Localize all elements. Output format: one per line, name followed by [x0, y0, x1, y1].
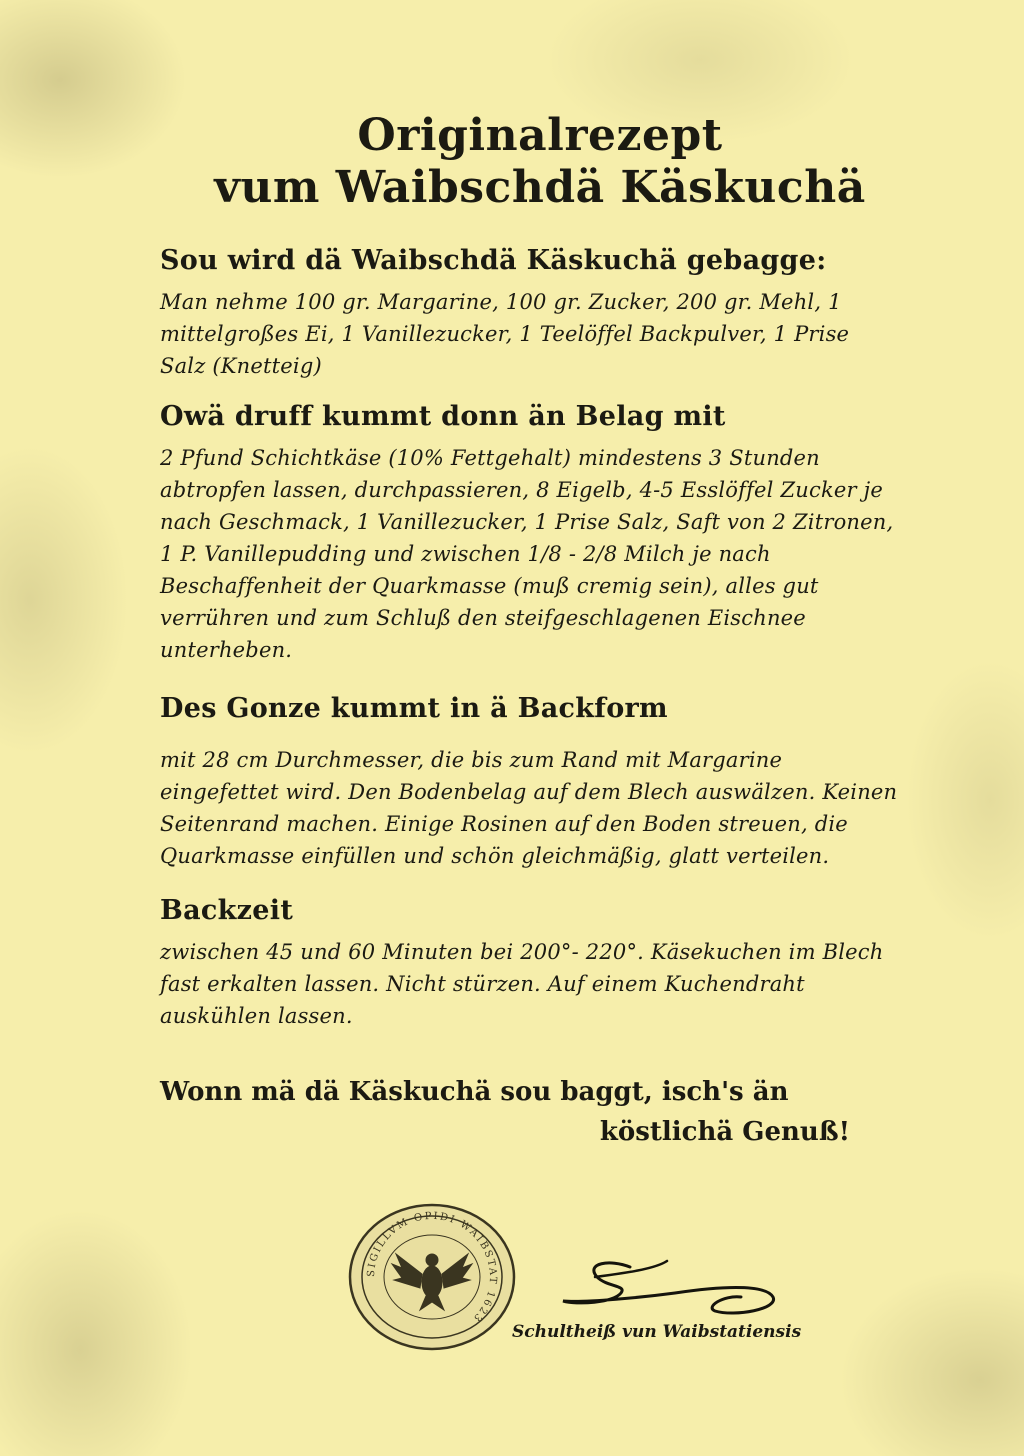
- closing-statement: [160, 1072, 900, 1152]
- section-dough: [160, 244, 900, 382]
- closing-line-1: Wonn mä dä Käskuchä sou baggt, isch's än: [160, 1077, 789, 1107]
- title-line-1: Originalrezept: [357, 110, 723, 161]
- signature-icon: [555, 1255, 785, 1325]
- title-line-2: vum Waibschdä Käskuchä: [214, 162, 866, 213]
- section-body: mit 28 cm Durchmesser, die bis zum Rand mit Margarine eingefettet wird. Den Bodenbelag auf dem Blech auswälzen. Keinen Seitenrand machen. Einige Rosinen auf den Boden streuen, die Quarkmasse einfüllen und schön gleichmäßig, glatt verteilen.: [160, 748, 898, 868]
- section-body: 2 Pfund Schichtkäse (10% Fettgehalt) mindestens 3 Stunden abtropfen lassen, durchpassieren, 8 Eigelb, 4-5 Esslöffel Zucker je nach Geschmack, 1 Vanillezucker, 1 Prise Salz, Saft von 2 Zitronen, 1 P. Vanillepudding und zwischen 1/8 - 2/8 Milch je nach Beschaffenheit der Quarkmasse (muß cremig sein), alles gut verrühren und zum Schluß den steifgeschlagenen Eischnee unterheben.: [160, 446, 894, 662]
- section-heading: Owä druff kummt donn än Belag mit: [160, 401, 726, 432]
- section-heading: Des Gonze kummt in ä Backform: [160, 693, 668, 724]
- section-topping: [160, 400, 900, 666]
- section-heading: Sou wird dä Waibschdä Käskuchä gebagge:: [160, 245, 827, 276]
- town-seal-icon: [346, 1202, 518, 1352]
- seal-inscription: SIGILLVM OPIDI WAIBSTAT 1623: [365, 1210, 499, 1325]
- section-body: zwischen 45 und 60 Minuten bei 200°- 220°. Käsekuchen im Blech fast erkalten lassen. Nicht stürzen. Auf einem Kuchendraht auskühlen lassen.: [160, 940, 884, 1028]
- closing-line-2: köstlichä Genuß!: [599, 1117, 850, 1147]
- document-title: [180, 110, 900, 214]
- section-baking-time: [160, 894, 900, 1032]
- signature-caption: Schultheiß vun Waibstatiensis: [512, 1322, 802, 1342]
- recipe-document: [160, 110, 900, 1152]
- section-body: Man nehme 100 gr. Margarine, 100 gr. Zucker, 200 gr. Mehl, 1 mittelgroßes Ei, 1 Vanillezucker, 1 Teelöffel Backpulver, 1 Prise Salz (Knetteig): [160, 290, 850, 378]
- section-baking-form: [160, 692, 900, 872]
- section-heading: Backzeit: [160, 895, 294, 926]
